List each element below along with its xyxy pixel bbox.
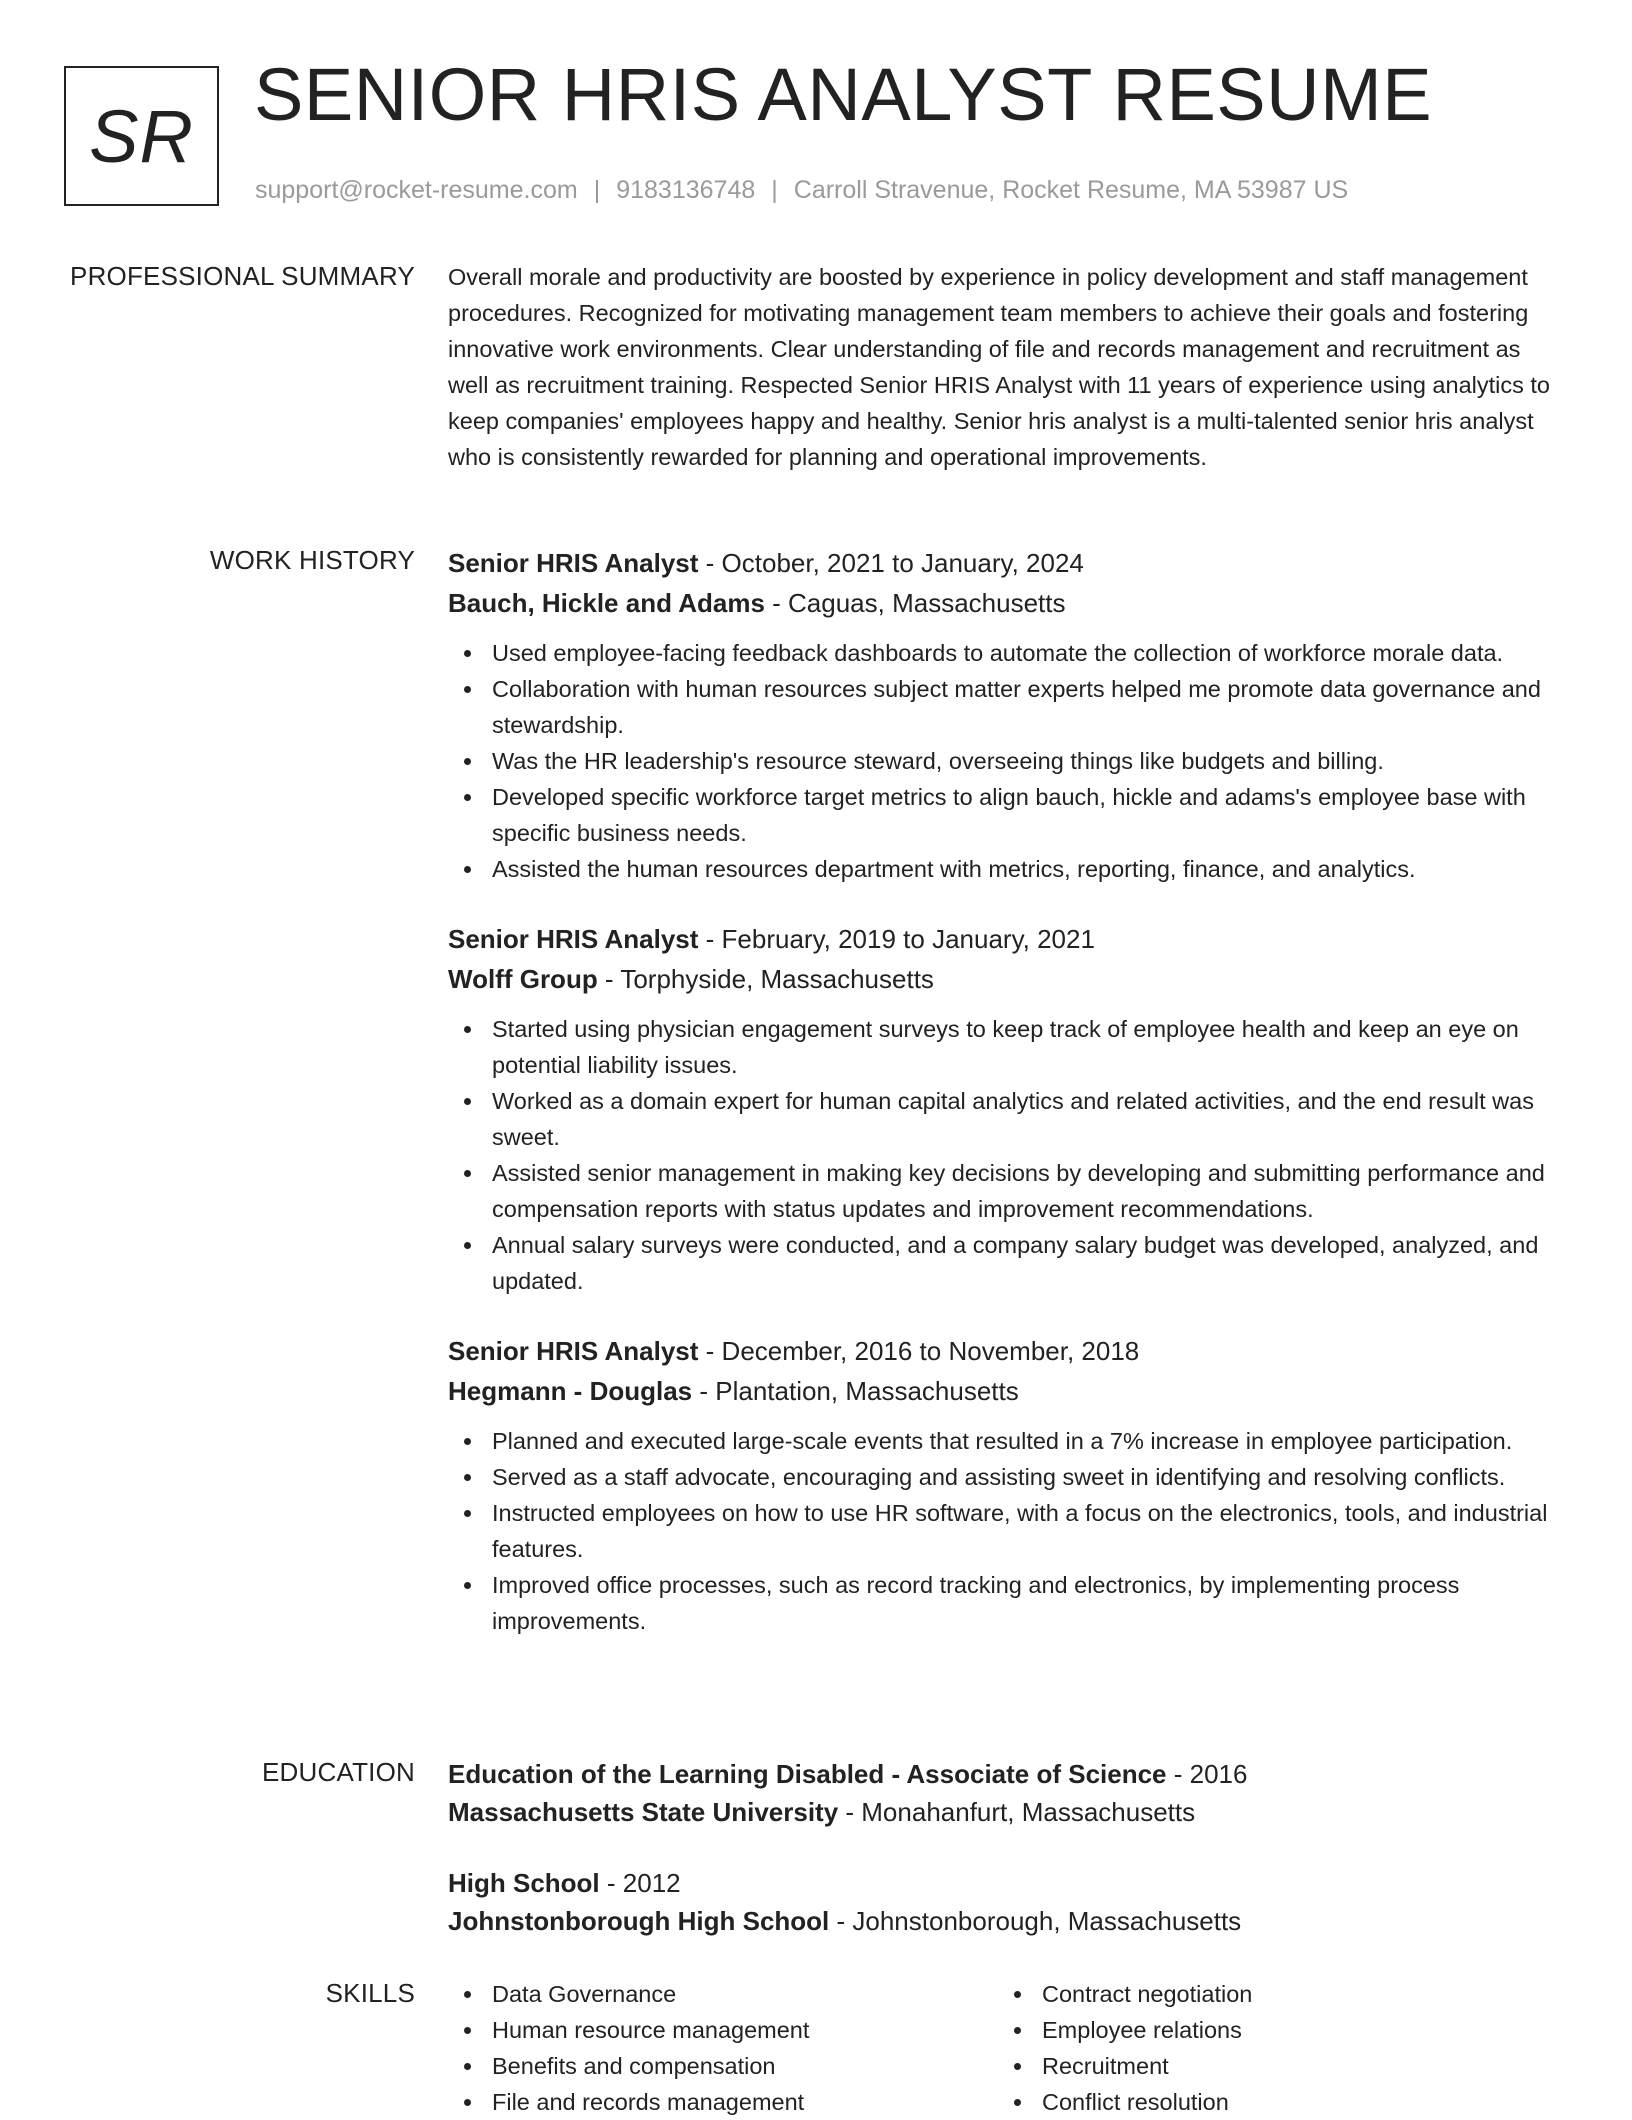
contact-separator: | [771,176,778,204]
skill-item: File and records management [448,2084,998,2120]
job-bullets [448,1423,1563,1639]
education-school-line [448,1902,1563,1940]
job-location: - Caguas, Massachusetts [764,588,1066,618]
education-location: - Monahanfurt, Massachusetts [838,1797,1196,1827]
job-bullet: Assisted senior management in making key decisions by developing and submitting performance and compensation reports with status updates and improvement recommendations. [448,1155,1563,1227]
job-bullet: Served as a staff advocate, encouraging and assisting sweet in identifying and resolving conflicts. [448,1459,1563,1495]
job-location: - Torphyside, Massachusetts [597,964,934,994]
job-bullet: Was the HR leadership's resource steward, overseeing things like budgets and billing. [448,743,1563,779]
job-company-line [448,583,1563,623]
contact-phone[interactable]: 9183136748 [616,176,756,204]
job-entry [448,919,1563,1299]
education-degree: Education of the Learning Disabled - Associate of Science [448,1759,1167,1789]
education-degree: High School [448,1868,600,1898]
skills-column-right [998,1976,1548,2120]
job-bullet: Annual salary surveys were conducted, and a company salary budget was developed, analyzed, and updated. [448,1227,1563,1299]
section-label-summary: PROFESSIONAL SUMMARY [70,261,415,291]
job-entry [448,1331,1563,1639]
job-bullet: Assisted the human resources department with metrics, reporting, finance, and analytics. [448,851,1563,887]
job-entry [448,543,1563,887]
job-company: Wolff Group [448,964,598,994]
resume-title: SENIOR HRIS ANALYST RESUME [254,53,1433,136]
job-dates: - October, 2021 to January, 2024 [698,548,1084,578]
job-location: - Plantation, Massachusetts [692,1376,1019,1406]
education-entry [448,1864,1563,1940]
education-body [448,1755,1563,1940]
skill-item: Employee relations [998,2012,1548,2048]
job-title: Senior HRIS Analyst [448,548,699,578]
skills-grid [448,1976,1563,2120]
contact-line [255,175,1348,205]
education-year: - 2012 [599,1868,681,1898]
job-dates: - February, 2019 to January, 2021 [698,924,1095,954]
skill-item: Conflict resolution [998,2084,1548,2120]
education-degree-line [448,1864,1563,1902]
job-title: Senior HRIS Analyst [448,924,699,954]
summary-text: Overall morale and productivity are boosted by experience in policy development and staff management procedures. Recognized for motivating management team members to achieve their goals and fostering innovative work environments. Clear understanding of file and records management and recruitment as well as recruitment training. Respected Senior HRIS Analyst with 11 years of experience using analytics to keep companies' employees happy and healthy. Senior hris analyst is a multi-talented senior hris analyst who is consistently rewarded for planning and operational improvements. [448,264,1550,470]
education-entry [448,1755,1563,1831]
skill-item: Benefits and compensation [448,2048,998,2084]
contact-address: Carroll Stravenue, Rocket Resume, MA 53987 US [793,176,1349,204]
education-school: Massachusetts State University [448,1797,839,1827]
job-dates: - December, 2016 to November, 2018 [698,1336,1140,1366]
summary-body [448,259,1563,475]
monogram-initials: SR [89,94,194,178]
job-bullets [448,1011,1563,1299]
job-bullets [448,635,1563,887]
job-title-line [448,919,1563,959]
job-bullet: Developed specific workforce target metrics to align bauch, hickle and adams's employee base with specific business needs. [448,779,1563,851]
contact-separator: | [593,176,601,204]
job-bullet: Collaboration with human resources subject matter experts helped me promote data governance and stewardship. [448,671,1563,743]
job-company: Hegmann - Douglas [448,1376,693,1406]
section-label-education: EDUCATION [262,1757,415,1787]
section-label-skills: SKILLS [325,1978,415,2008]
skill-item: Recruitment [998,2048,1548,2084]
job-title-line [448,543,1563,583]
job-title-line [448,1331,1563,1371]
monogram-box [64,66,219,206]
job-bullet: Worked as a domain expert for human capital analytics and related activities, and the end result was sweet. [448,1083,1563,1155]
education-location: - Johnstonborough, Massachusetts [829,1906,1242,1936]
job-company-line [448,1371,1563,1411]
skill-item: Data Governance [448,1976,998,2012]
skill-item: Contract negotiation [998,1976,1548,2012]
education-degree-line [448,1755,1563,1793]
section-label-work-history: WORK HISTORY [209,545,415,575]
job-company: Bauch, Hickle and Adams [448,588,765,618]
skill-item: Human resource management [448,2012,998,2048]
education-school: Johnstonborough High School [448,1906,830,1936]
job-title: Senior HRIS Analyst [448,1336,699,1366]
job-bullet: Used employee-facing feedback dashboards to automate the collection of workforce morale data. [448,635,1563,671]
work-history-body [448,543,1563,1639]
skills-body [448,1976,1563,2120]
job-bullet: Planned and executed large-scale events that resulted in a 7% increase in employee participation. [448,1423,1563,1459]
contact-email[interactable]: support@rocket-resume.com [255,176,578,204]
job-bullet: Started using physician engagement surveys to keep track of employee health and keep an eye on potential liability issues. [448,1011,1563,1083]
skills-column-left [448,1976,998,2120]
education-school-line [448,1793,1563,1831]
job-bullet: Instructed employees on how to use HR software, with a focus on the electronics, tools, and industrial features. [448,1495,1563,1567]
education-year: - 2016 [1166,1759,1248,1789]
job-bullet: Improved office processes, such as record tracking and electronics, by implementing process improvements. [448,1567,1563,1639]
job-company-line [448,959,1563,999]
